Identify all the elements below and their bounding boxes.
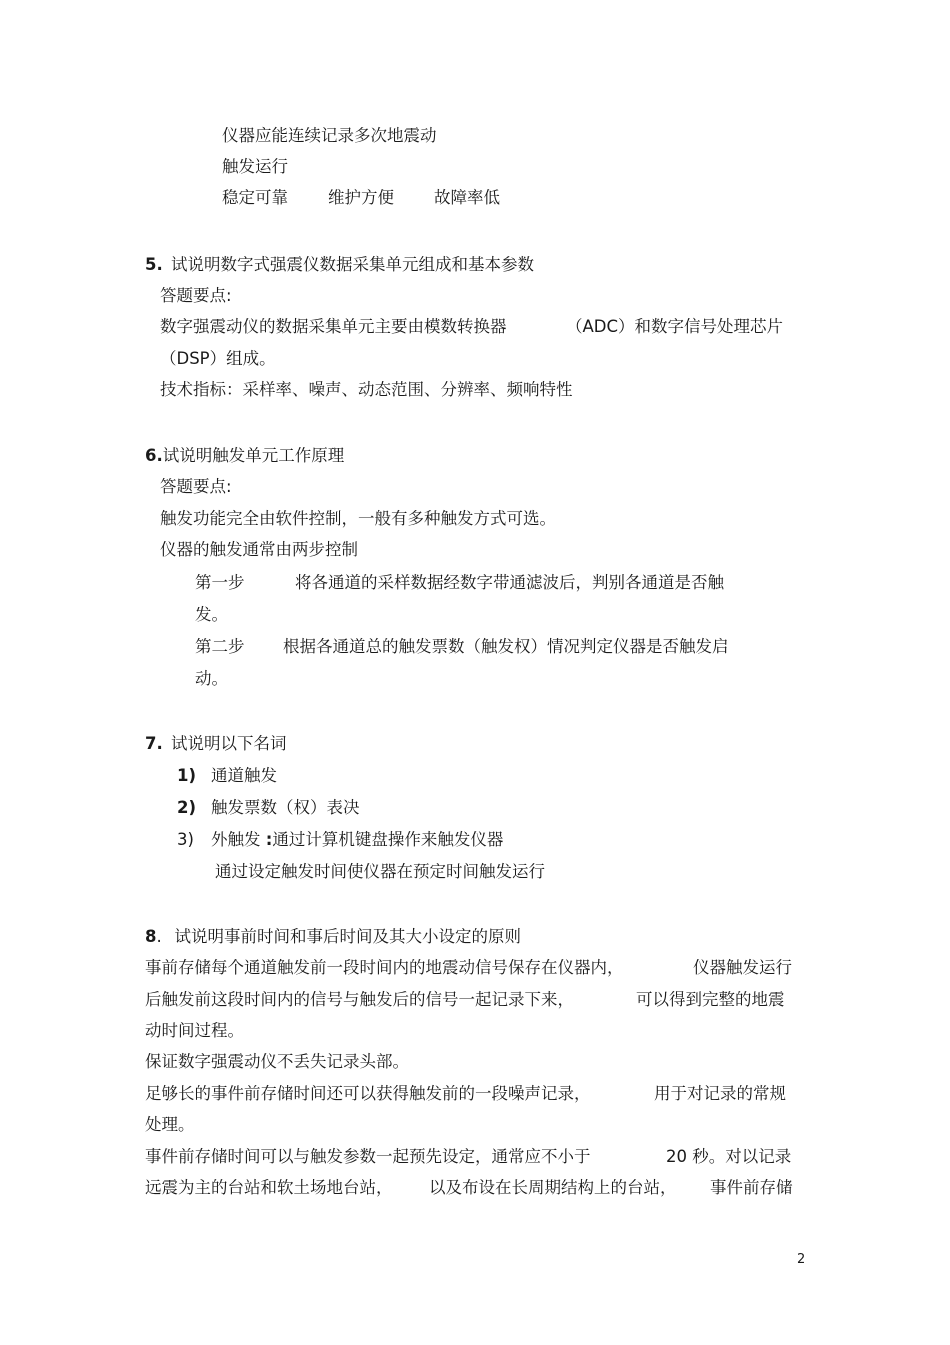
q8-number: 8 [145, 927, 157, 946]
item-trigger-operation: 触发运行 [222, 157, 288, 176]
q8-p6: 处理。 [145, 1115, 195, 1134]
q8-p8c: 事件前存储 [710, 1178, 793, 1197]
q8-p2b: 可以得到完整的地震 [636, 990, 785, 1009]
q7-heading [145, 732, 287, 756]
q6-line2: 仪器的触发通常由两步控制 [160, 540, 358, 559]
q6-step1-label: 第一步 [195, 573, 245, 592]
q8-p5b: 用于对记录的常规 [654, 1084, 786, 1103]
q6-step1-cont: 发。 [195, 605, 228, 624]
q5-line1a: 数字强震动仪的数据采集单元主要由模数转换器 [160, 317, 507, 336]
item-low-failure: 故障率低 [434, 188, 500, 207]
q7-item1-number: 1) [177, 766, 197, 785]
page-number: 2 [797, 1252, 806, 1267]
q5-number: 5. [145, 255, 163, 274]
q7-item3 [211, 828, 503, 852]
q6-key-points: 答题要点: [160, 477, 232, 496]
q8-heading [145, 925, 521, 949]
q6-line1: 触发功能完全由软件控制，一般有多种触发方式可选。 [160, 509, 556, 528]
item-reliable: 稳定可靠 [222, 188, 288, 207]
q5-line1b: （ADC）和数字信号处理芯片 [566, 317, 784, 336]
q7-item3-text: 通过计算机键盘操作来触发仪器 [272, 830, 504, 849]
q6-number: 6. [145, 446, 163, 465]
q8-p1b: 仪器触发运行 [693, 958, 792, 977]
q5-title: 试说明数字式强震仪数据采集单元组成和基本参数 [171, 255, 534, 274]
q7-title: 试说明以下名词 [171, 734, 287, 753]
q6-step2-text: 根据各通道总的触发票数（触发权）情况判定仪器是否触发启 [283, 637, 729, 656]
q7-item2-number: 2) [177, 798, 197, 817]
q8-p8a: 远震为主的台站和软土场地台站， [145, 1178, 393, 1197]
q8-p4: 保证数字强震动仪不丢失记录头部。 [145, 1052, 409, 1071]
q8-p7b: 20 秒。对以记录 [666, 1147, 792, 1166]
item-easy-maintenance: 维护方便 [328, 188, 394, 207]
q6-step2-label: 第二步 [195, 637, 245, 656]
q7-item3-label: 外触发 [211, 830, 261, 849]
q8-p5a: 足够长的事件前存储时间还可以获得触发前的一段噪声记录， [145, 1084, 591, 1103]
q8-p8b: 以及布设在长周期结构上的台站， [429, 1178, 677, 1197]
item-continuous-recording: 仪器应能连续记录多次地震动 [222, 126, 437, 145]
q8-p2a: 后触发前这段时间内的信号与触发后的信号一起记录下来， [145, 990, 574, 1009]
q5-line3: 技术指标：采样率、噪声、动态范围、分辨率、频响特性 [160, 380, 573, 399]
q7-number: 7. [145, 734, 163, 753]
q5-key-points: 答题要点: [160, 286, 232, 305]
q5-line2: （DSP）组成。 [160, 349, 276, 368]
q6-step2-cont: 动。 [195, 669, 228, 688]
q8-dot: . [156, 927, 162, 946]
q7-item3-colon: : [265, 830, 273, 849]
q7-item3-number: 3) [177, 830, 194, 849]
q8-p1a: 事前存储每个通道触发前一段时间内的地震动信号保存在仪器内， [145, 958, 624, 977]
q6-step1-text: 将各通道的采样数据经数字带通滤波后，判别各通道是否触 [295, 573, 724, 592]
q7-item2: 触发票数（权）表决 [211, 798, 360, 817]
q6-heading [145, 444, 344, 468]
q7-item1: 通道触发 [211, 766, 277, 785]
q7-item3-cont: 通过设定触发时间使仪器在预定时间触发运行 [215, 862, 545, 881]
q6-title: 试说明触发单元工作原理 [162, 446, 345, 465]
q8-title: 试说明事前时间和事后时间及其大小设定的原则 [174, 927, 521, 946]
q8-p3: 动时间过程。 [145, 1021, 244, 1040]
q8-p7a: 事件前存储时间可以与触发参数一起预先设定，通常应不小于 [145, 1147, 591, 1166]
q5-heading [145, 253, 534, 277]
